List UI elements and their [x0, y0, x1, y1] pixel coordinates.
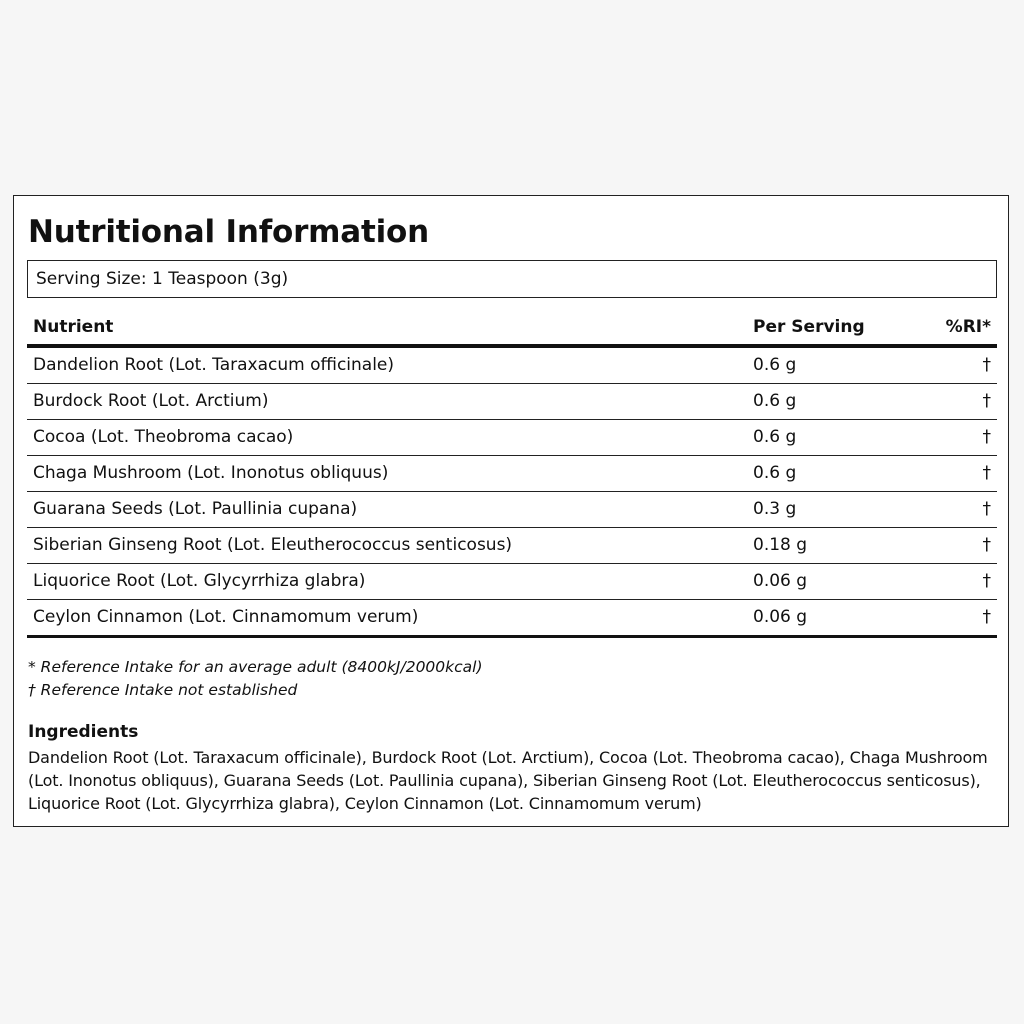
nutrient-name: Liquorice Root (Lot. Glycyrrhiza glabra): [33, 571, 366, 591]
table-row: [27, 600, 997, 638]
nutrient-per-serving: 0.6 g: [753, 391, 797, 411]
nutrient-name: Burdock Root (Lot. Arctium): [33, 391, 269, 411]
panel-title: Nutritional Information: [28, 214, 430, 250]
nutrient-ri: †: [982, 355, 991, 375]
nutrient-per-serving: 0.6 g: [753, 427, 797, 447]
table-header: [27, 310, 997, 348]
table-row: [27, 528, 997, 564]
nutrient-ri: †: [982, 463, 991, 483]
nutrient-ri: †: [982, 391, 991, 411]
nutrition-table: [27, 310, 997, 638]
nutrient-ri: †: [982, 427, 991, 447]
table-row: [27, 420, 997, 456]
header-per-serving: Per Serving: [753, 317, 865, 337]
nutrient-per-serving: 0.06 g: [753, 571, 808, 591]
table-row: [27, 384, 997, 420]
nutrient-name: Dandelion Root (Lot. Taraxacum officinale): [33, 355, 395, 375]
nutrient-per-serving: 0.18 g: [753, 535, 808, 555]
ingredients-text: Dandelion Root (Lot. Taraxacum officinale), Burdock Root (Lot. Arctium), Cocoa (Lot. Theobroma cacao), Chaga Mushroom (Lot. Inonotus obliquus), Guarana Seeds (Lot. Paullinia cupana), Siberian Ginseng Root (Lot. Eleutherococcus senticosus), Liquorice Root (Lot. Glycyrrhiza glabra), Ceylon Cinnamon (Lot. Cinnamomum verum): [28, 748, 988, 813]
header-ri: %RI*: [945, 317, 991, 337]
nutrient-ri: †: [982, 571, 991, 591]
footnote-not-established: † Reference Intake not established: [28, 681, 298, 699]
table-row: [27, 492, 997, 528]
nutrient-name: Cocoa (Lot. Theobroma cacao): [33, 427, 294, 447]
nutrient-name: Chaga Mushroom (Lot. Inonotus obliquus): [33, 463, 389, 483]
nutrient-ri: †: [982, 499, 991, 519]
nutrient-per-serving: 0.06 g: [753, 607, 808, 627]
header-nutrient: Nutrient: [33, 317, 114, 337]
ingredients-heading: Ingredients: [28, 722, 139, 742]
table-row: [27, 456, 997, 492]
nutrient-ri: †: [982, 607, 991, 627]
nutrition-panel: [13, 195, 1009, 827]
nutrient-name: Ceylon Cinnamon (Lot. Cinnamomum verum): [33, 607, 419, 627]
serving-size-box: Serving Size: 1 Teaspoon (3g): [27, 260, 997, 298]
nutrient-name: Guarana Seeds (Lot. Paullinia cupana): [33, 499, 358, 519]
table-row: [27, 564, 997, 600]
footnote-reference-intake: * Reference Intake for an average adult (8400kJ/2000kcal): [28, 658, 483, 676]
nutrient-ri: †: [982, 535, 991, 555]
footnotes: [28, 656, 483, 702]
nutrient-name: Siberian Ginseng Root (Lot. Eleutherococcus senticosus): [33, 535, 513, 555]
nutrient-per-serving: 0.3 g: [753, 499, 797, 519]
nutrient-per-serving: 0.6 g: [753, 355, 797, 375]
nutrient-per-serving: 0.6 g: [753, 463, 797, 483]
table-row: [27, 348, 997, 384]
